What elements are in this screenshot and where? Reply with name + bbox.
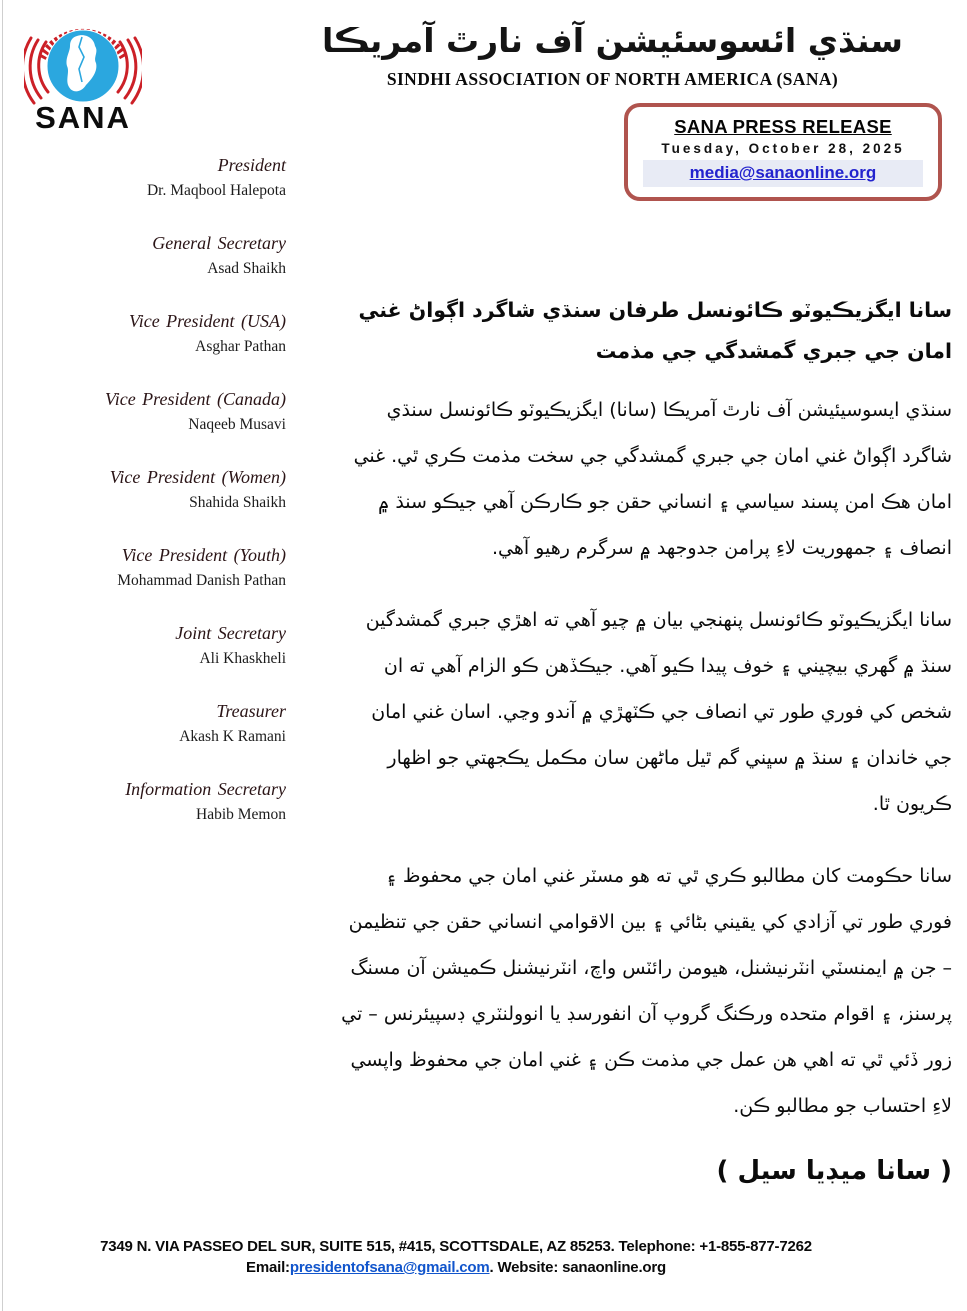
- officer-title: Vice President (Canada): [105, 389, 286, 409]
- footer-address-line: 7349 N. VIA PASSEO DEL SUR, SUITE 515, #415, SCOTTSDALE, AZ 85253. Telephone: +1-855-877-7262: [100, 1238, 812, 1255]
- officer-joint-secretary: [0, 620, 286, 671]
- body-paragraph-2: سانا ايگزيڪيوٽو ڪائونسل پنهنجي بيان ۾ چيو آهي ته اهڙي جبري گمشدگين سنڌ ۾ گهري بيچيني ۽ خوف پيدا ڪيو آهي. جيڪڏهن ڪو الزام آهي ته ان شخص کي فوري طور تي انصاف جي ڪٽهڙي ۾ آندو وڃي. اسان غني امان جي خاندان ۽ سنڌ ۾ سڀني گم ٿيل ماڻهن سان مڪمل يڪجهتي جو اظهار ڪريون ٿا.: [365, 608, 952, 815]
- press-release-box: [624, 103, 942, 201]
- media-cell-signature: ( سانا ميڊيا سيل ): [716, 1155, 952, 1186]
- logo-wordmark: SANA: [35, 100, 131, 134]
- officer-title: Vice President (USA): [129, 311, 286, 331]
- footer-contact-line: [0, 1257, 912, 1278]
- body-paragraph-3: سانا حڪومت کان مطالبو ڪري ٿي ته هو مسٽر غني امان جي محفوظ ۽ فوري طور تي آزادي کي يقيني بڻائي ۽ بين الاقوامي انساني حقن جي تنظيمن – جن ۾ ايمنسٽي انٽرنيشنل، هيومن رائٽس واچ، انٽرنيشنل ڪميشن آن مسنگ پرسنز، ۽ اقوام متحده ورڪنگ گروپ آن انفورسڊ يا انوولنٽري ڊسپيئرنس – تي زور ڏئي ٿي ته اهي هن عمل جي مذمت ڪن ۽ غني امان جي محفوظ واپسي لاءِ احتساب جو مطالبو ڪن.: [341, 864, 952, 1117]
- officer-title: Vice President (Youth): [121, 545, 286, 565]
- officer-title: Vice President (Women): [109, 467, 286, 487]
- officer-general-secretary: [0, 230, 286, 281]
- officer-information-secretary: [0, 776, 286, 827]
- organization-title: SINDHI ASSOCIATION OF NORTH AMERICA (SANA): [386, 68, 839, 89]
- officer-name: Dr. Maqbool Halepota: [146, 182, 286, 199]
- officer-title: Information Secretary: [125, 779, 286, 799]
- press-release-date: Tuesday, October 28, 2025: [661, 141, 905, 156]
- officer-title: President: [217, 155, 286, 175]
- footer-email-label: Email:: [246, 1259, 290, 1276]
- officer-name: Ali Khaskheli: [199, 650, 286, 667]
- officer-vp-youth: [0, 542, 286, 593]
- press-release-title: SANA PRESS RELEASE: [674, 116, 892, 137]
- officer-title: General Secretary: [152, 233, 286, 253]
- footer-email-link[interactable]: presidentofsana@gmail.com: [289, 1259, 490, 1276]
- officer-title: Treasurer: [216, 701, 286, 721]
- officer-name: Naqeeb Musavi: [188, 416, 286, 433]
- officer-name: Asghar Pathan: [195, 338, 286, 355]
- sana-logo: [24, 6, 142, 134]
- logo-right-arcs: [118, 38, 142, 103]
- body-paragraph-1: سنڌي ايسوسيئيشن آف نارٿ آمريڪا (سانا) ايگزيڪيوٽو ڪائونسل سنڌي شاگرد اڳواڻ غني امان جي جبري گمشدگي جي سخت مذمت ڪري ٿي. غني امان هڪ امن پسند سياسي ۽ انساني حقن جو ڪارڪن آهي جيڪو سنڌ ۾ انصاف ۽ جمهوريت لاءِ پرامن جدوجهد ۾ سرگرم رهيو آهي.: [353, 399, 952, 559]
- press-release-body: [338, 290, 952, 1186]
- officer-vp-usa: [0, 308, 286, 359]
- officer-name: Akash K Ramani: [179, 728, 286, 745]
- officers-sidebar: [0, 152, 286, 854]
- officer-name: Shahida Shaikh: [189, 494, 286, 511]
- officer-vp-canada: [0, 386, 286, 437]
- footer: [0, 1236, 912, 1278]
- officer-president: [0, 152, 286, 203]
- officer-name: Asad Shaikh: [207, 260, 286, 277]
- body-heading: سانا ايگزيڪيوٽو ڪائونسل طرفان سنڌي شاگرد اڳواڻ غني امان جي جبري گمشدگي جي مذمت: [358, 298, 952, 363]
- header: [300, 20, 925, 90]
- officer-vp-women: [0, 464, 286, 515]
- footer-website-text: . Website: sanaonline.org: [489, 1259, 666, 1276]
- officer-name: Mohammad Danish Pathan: [117, 572, 286, 589]
- logo-left-arcs: [24, 38, 48, 103]
- officer-treasurer: [0, 698, 286, 749]
- press-email-band: [643, 160, 923, 187]
- press-email-link[interactable]: media@sanaonline.org: [689, 163, 877, 182]
- officer-title: Joint Secretary: [175, 623, 286, 643]
- officer-name: Habib Memon: [196, 806, 286, 823]
- calligraphy-title: سنڌي ائسوسئيشن آف نارٿ آمريڪا: [322, 21, 903, 60]
